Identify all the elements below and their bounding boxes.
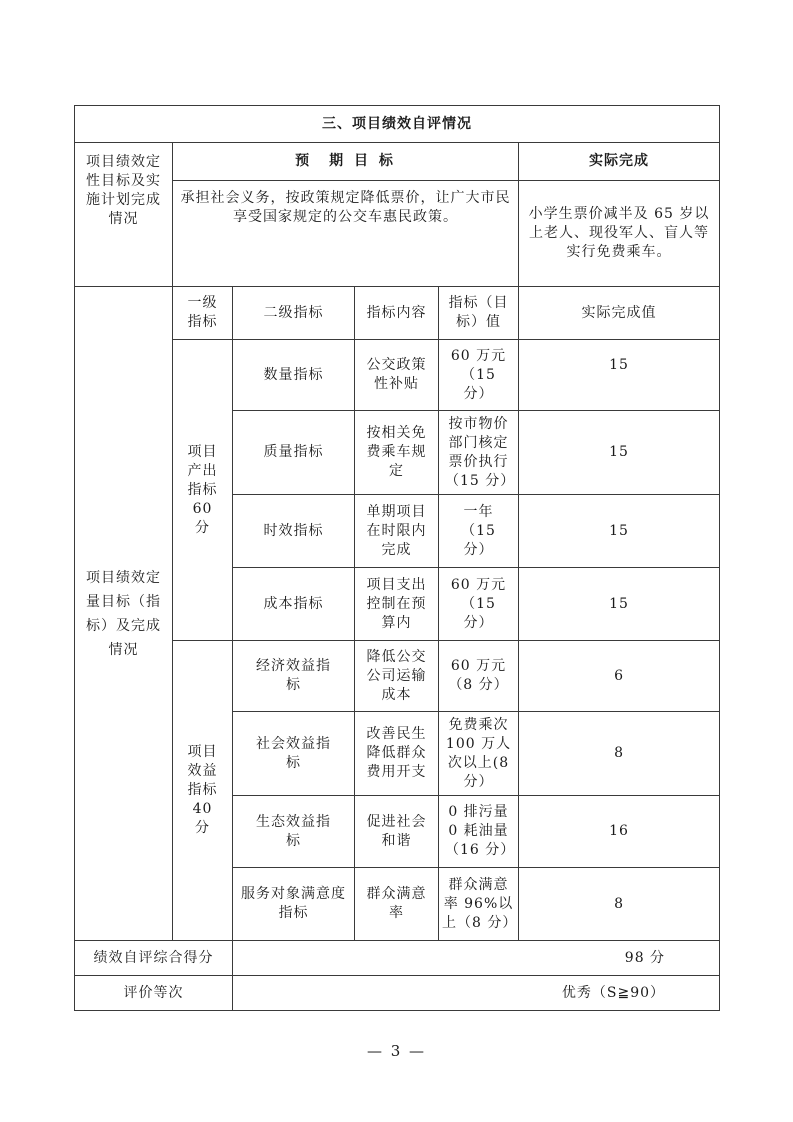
target-cell: 按市物价部门核定票价执行（15 分） [439, 411, 519, 495]
quantitative-row-label: 项目绩效定量目标（指标）及完成情况 [75, 287, 173, 941]
header-target: 指标（目标）值 [439, 287, 519, 340]
target-cell: 60 万元（15 分） [439, 340, 519, 411]
actual-cell: 15 [519, 568, 720, 641]
grade-value: 优秀（S≧90） [233, 976, 720, 1011]
score-label: 绩效自评综合得分 [75, 941, 233, 976]
grade-label: 评价等次 [75, 976, 233, 1011]
level2-cell: 数量指标 [233, 340, 355, 411]
actual-cell: 8 [519, 712, 720, 796]
actual-cell: 6 [519, 641, 720, 712]
header-level2: 二级指标 [233, 287, 355, 340]
level2-cell: 生态效益指标 [233, 796, 355, 868]
actual-cell: 15 [519, 495, 720, 568]
content-cell: 按相关免费乘车规定 [355, 411, 439, 495]
target-cell: 免费乘次100 万人次以上(8 分） [439, 712, 519, 796]
actual-completion-text: 小学生票价减半及 65 岁以上老人、现役军人、盲人等实行免费乘车。 [519, 181, 720, 287]
content-cell: 公交政策性补贴 [355, 340, 439, 411]
performance-evaluation-table [74, 105, 720, 1011]
target-cell: 60 万元（8 分） [439, 641, 519, 712]
level2-cell: 经济效益指标 [233, 641, 355, 712]
actual-cell: 16 [519, 796, 720, 868]
level2-cell: 成本指标 [233, 568, 355, 641]
group-label-benefit: 项目效益指标40 分 [173, 641, 233, 941]
page-number: — 3 — [366, 1042, 427, 1060]
level2-cell: 社会效益指标 [233, 712, 355, 796]
target-cell: 一年（15 分） [439, 495, 519, 568]
level2-cell: 质量指标 [233, 411, 355, 495]
qualitative-row-label: 项目绩效定性目标及实施计划完成情况 [75, 143, 173, 287]
level2-cell: 服务对象满意度指标 [233, 868, 355, 941]
header-content: 指标内容 [355, 287, 439, 340]
score-value: 98 分 [233, 941, 720, 976]
expected-goal-text: 承担社会义务，按政策规定降低票价，让广大市民享受国家规定的公交车惠民政策。 [173, 181, 519, 287]
expected-goal-header: 预 期 目 标 [173, 143, 519, 181]
group-label-output: 项目产出指标60 分 [173, 340, 233, 641]
content-cell: 群众满意率 [355, 868, 439, 941]
section-title: 三、项目绩效自评情况 [75, 106, 720, 143]
target-cell: 群众满意率 96%以上（8 分） [439, 868, 519, 941]
actual-completion-header: 实际完成 [519, 143, 720, 181]
target-cell: 60 万元（15 分） [439, 568, 519, 641]
content-cell: 改善民生降低群众费用开支 [355, 712, 439, 796]
actual-cell: 15 [519, 411, 720, 495]
content-cell: 单期项目在时限内完成 [355, 495, 439, 568]
actual-cell: 15 [519, 340, 720, 411]
header-level1: 一级指标 [173, 287, 233, 340]
actual-cell: 8 [519, 868, 720, 941]
content-cell: 促进社会和谐 [355, 796, 439, 868]
header-actual: 实际完成值 [519, 287, 720, 340]
target-cell: 0 排污量0 耗油量（16 分） [439, 796, 519, 868]
level2-cell: 时效指标 [233, 495, 355, 568]
content-cell: 降低公交公司运输成本 [355, 641, 439, 712]
content-cell: 项目支出控制在预算内 [355, 568, 439, 641]
